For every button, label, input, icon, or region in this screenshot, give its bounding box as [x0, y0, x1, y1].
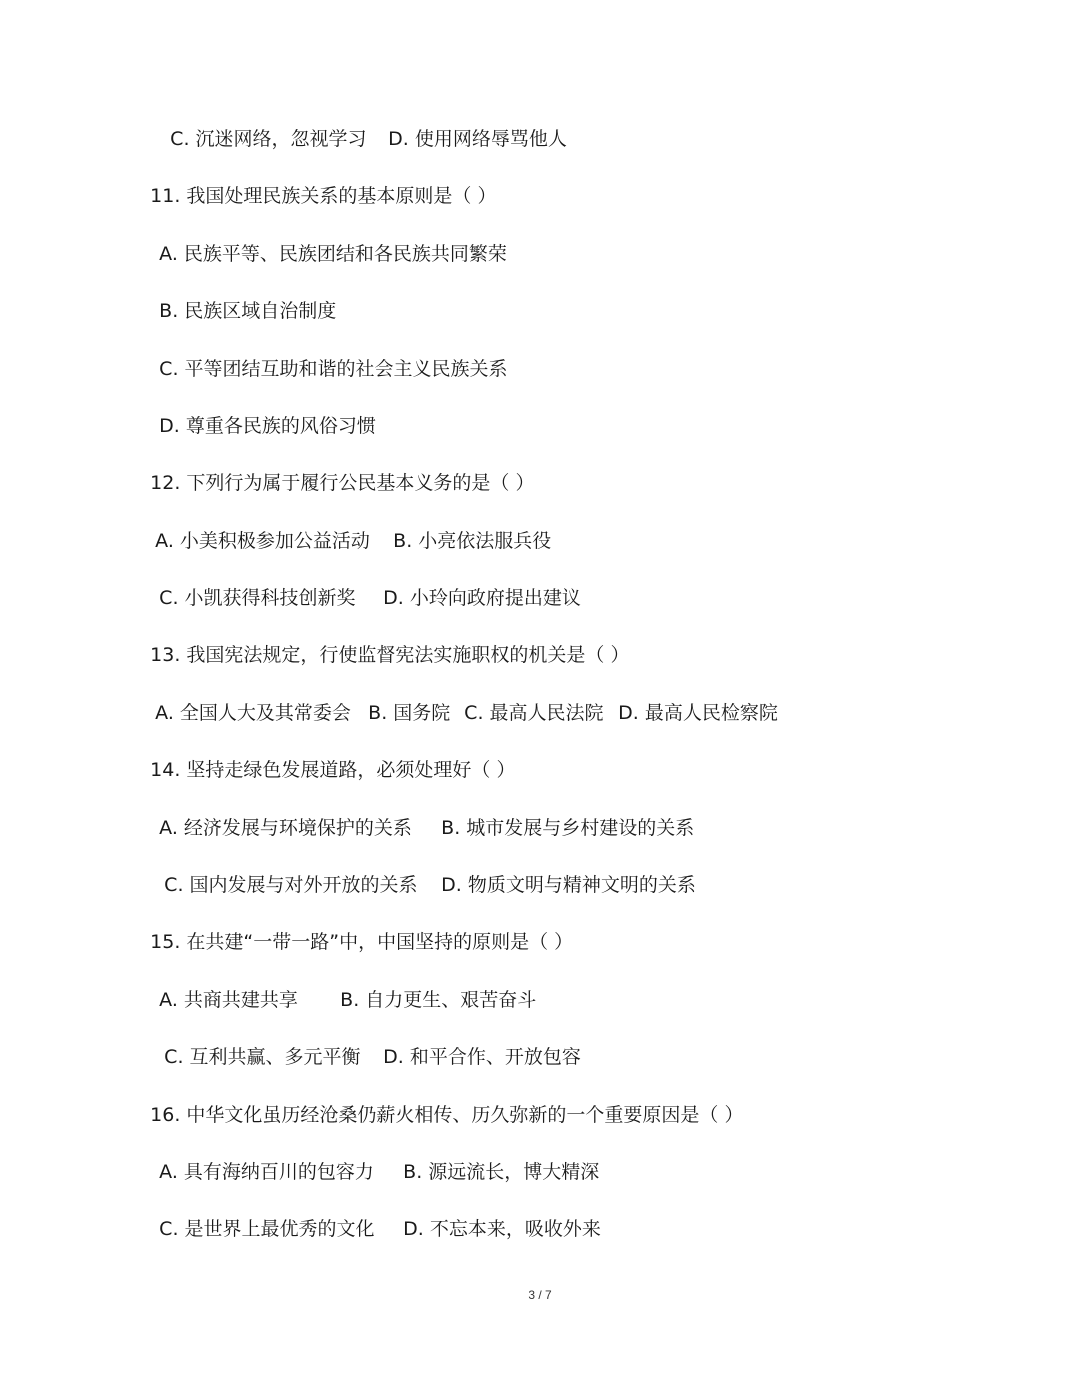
- option-d: D. 使用网络辱骂他人: [388, 128, 567, 150]
- option-b: B. 自力更生、艰苦奋斗: [340, 989, 537, 1011]
- option-a: A. 民族平等、民族团结和各民族共同繁荣: [159, 243, 507, 265]
- option-line: [135, 1190, 601, 1268]
- question-text: 13. 我国宪法规定，行使监督宪法实施职权的机关是（ ）: [150, 644, 630, 666]
- question-text: 15. 在共建“一带一路”中，中国坚持的原则是（ ）: [150, 931, 574, 953]
- question-text: 12. 下列行为属于履行公民基本义务的是（ ）: [150, 472, 535, 494]
- option-d: D. 不忘本来，吸收外来: [403, 1218, 601, 1240]
- option-c: C. 互利共赢、多元平衡: [164, 1046, 361, 1068]
- option-a: A. 共商共建共享: [159, 989, 298, 1011]
- option-c: C. 小凯获得科技创新奖: [159, 587, 356, 609]
- option-d: D. 物质文明与精神文明的关系: [441, 874, 696, 896]
- option-d: D. 小玲向政府提出建议: [383, 587, 581, 609]
- option-d: D. 和平合作、开放包容: [383, 1046, 581, 1068]
- option-b: B. 民族区域自治制度: [159, 300, 337, 322]
- option-b: B. 小亮依法服兵役: [393, 530, 552, 552]
- option-a: A. 经济发展与环境保护的关系: [159, 817, 412, 839]
- question-text: 11. 我国处理民族关系的基本原则是（ ）: [150, 185, 497, 207]
- option-c: C. 国内发展与对外开放的关系: [164, 874, 418, 896]
- option-c: C. 最高人民法院: [464, 702, 604, 724]
- page-number: 3 / 7: [528, 1288, 552, 1302]
- question-text: 16. 中华文化虽历经沧桑仍薪火相传、历久弥新的一个重要原因是（ ）: [150, 1104, 744, 1126]
- option-c: C. 是世界上最优秀的文化: [159, 1218, 375, 1240]
- option-b: B. 源远流长，博大精深: [403, 1161, 600, 1183]
- option-a: A. 全国人大及其常委会: [155, 702, 351, 724]
- option-b: B. 国务院: [368, 702, 451, 724]
- option-a: A. 具有海纳百川的包容力: [159, 1161, 374, 1183]
- question-text: 14. 坚持走绿色发展道路，必须处理好（ ）: [150, 759, 516, 781]
- option-a: A. 小美积极参加公益活动: [155, 530, 370, 552]
- option-b: B. 城市发展与乡村建设的关系: [441, 817, 695, 839]
- option-d: D. 尊重各民族的风俗习惯: [159, 415, 376, 437]
- option-c: C. 平等团结互助和谐的社会主义民族关系: [159, 358, 508, 380]
- option-c: C. 沉迷网络，忽视学习: [170, 128, 367, 150]
- option-d: D. 最高人民检察院: [618, 702, 778, 724]
